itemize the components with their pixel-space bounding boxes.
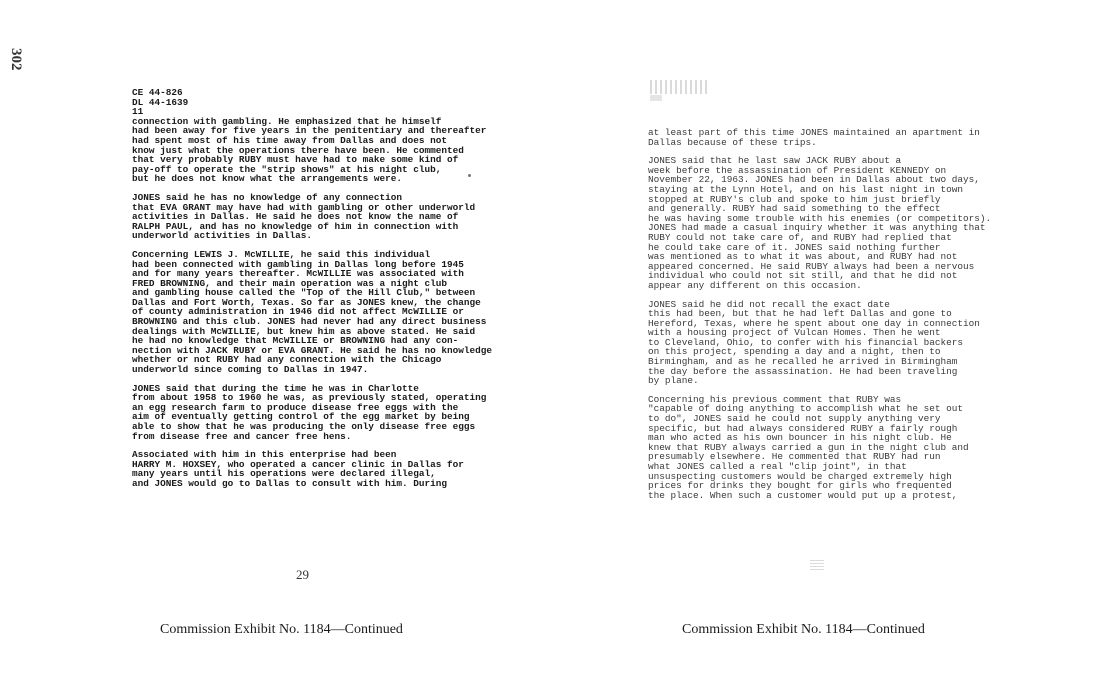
paragraph: Concerning his previous comment that RUBY was "capable of doing anything to accomplish what he set out to do", JONES said he could not supply anything very specific, but had always considered RUBY a fairly rough man who acted as his own bouncer in his night club. He knew that RUBY always carried a gun in the night club and presumably elsewhere. He commented that RUBY had run what JONES called a real "clip joint", in that unsuspecting customers would be charged extremely high prices for drinks they bought for girls who frequented the place. When such a customer would put up a protest, bbox=[648, 393, 969, 501]
paragraph: JONES said he did not recall the exact date this had been, but that he had left Dallas and gone to Hereford, Texas, where he spent about one day in connection with a housing project of Vulcan Homes. Then he went to Cleveland, Ohio, to confer with his financial backers on this project, spending a day and a night, then to Birmingham, and as he recalled he arrived in Birmingham the day before the assassination. He had been traveling by plane. bbox=[648, 298, 980, 387]
folio-number: 29 bbox=[296, 567, 309, 582]
right-page-text bbox=[648, 128, 998, 509]
paragraph: Concerning LEWIS J. McWILLIE, he said this individual had been connected with gambling in Dallas long before 1945 and for many years thereafter. McWILLIE was associated with FRED BROWNING, and their main operation was a night club and gambling house called the "Top of the Hill Club," between Dallas and Fort Worth, Texas. So far as JONES knew, the change of county administration in 1946 did not affect McWILLIE or BROWNING and this club. JONES had never had any direct business dealings with McWILLIE, but knew him as above stated. He said he had no knowledge that McWILLIE or BROWNING had any con- nection with JACK RUBY or EVA GRANT. He said he has no knowledge whether or not RUBY had any connection with the Chicago underworld since coming to Dallas in 1947. bbox=[132, 248, 493, 376]
faded-stamp-mark bbox=[650, 95, 662, 101]
faded-stamp bbox=[650, 80, 710, 94]
exhibit-caption-left: Commission Exhibit No. 1184—Continued bbox=[160, 622, 403, 637]
paragraph: Associated with him in this enterprise had been HARRY M. HOXSEY, who operated a cancer clinic in Dallas for many years until his operations were declared illegal, and JONES would go to Dallas to consult with him. During bbox=[132, 449, 464, 489]
paragraph: connection with gambling. He emphasized that he himself had been away for five years in the penitentiary and thereafter had spent most of his time away from Dallas and does not know just what the operations there have been. He commented that very probably RUBY must have had to make some kind of pay-off to operate the "strip shows" at his night club, but he does not know what the arrangements were. bbox=[132, 115, 487, 185]
sheet-number: 11 bbox=[132, 106, 144, 118]
scan-speck bbox=[810, 560, 824, 570]
exhibit-caption-right: Commission Exhibit No. 1184—Continued bbox=[682, 622, 925, 637]
paragraph: at least part of this time JONES maintained an apartment in Dallas because of these trips. bbox=[648, 127, 980, 148]
file-number-dl: DL 44-1639 bbox=[132, 96, 189, 108]
file-header bbox=[132, 88, 512, 117]
paragraph: JONES said that he last saw JACK RUBY about a week before the assassination of President KENNEDY on November 22, 1963. JONES had been in Dallas about two days, staying at the Lynn Hotel, and on his last night in town stopped at RUBY's club and spoke to him just briefly and generally. RUBY had said something to the effect he was having some trouble with his enemies (or competitors). JONES had made a casual inquiry whether it was anything that RUBY could not take care of, and RUBY had replied that he could take care of it. JONES said nothing further was mentioned as to what it was about, and RUBY had not appeared concerned. He said RUBY always had been a nervous individual who could not sit still, and that he did not appear any different on this occasion. bbox=[648, 155, 992, 291]
page-number: 302 bbox=[8, 48, 24, 71]
file-number-ce: CE 44-826 bbox=[132, 87, 183, 98]
left-page-text bbox=[132, 88, 512, 498]
paragraph: JONES said that during the time he was in Charlotte from about 1958 to 1960 he was, as previously stated, operating an egg research farm to produce disease free eggs with the aim of eventually getting control of the egg market by being able to show that he was producing the only disease free eggs from disease free and cancer free hens. bbox=[132, 382, 487, 442]
paragraph: JONES said he has no knowledge of any connection that EVA GRANT may have had with gambling or other underworld activities in Dallas. He said he does not know the name of RALPH PAUL, and has no knowledge of him in connection with underworld activities in Dallas. bbox=[132, 191, 476, 242]
